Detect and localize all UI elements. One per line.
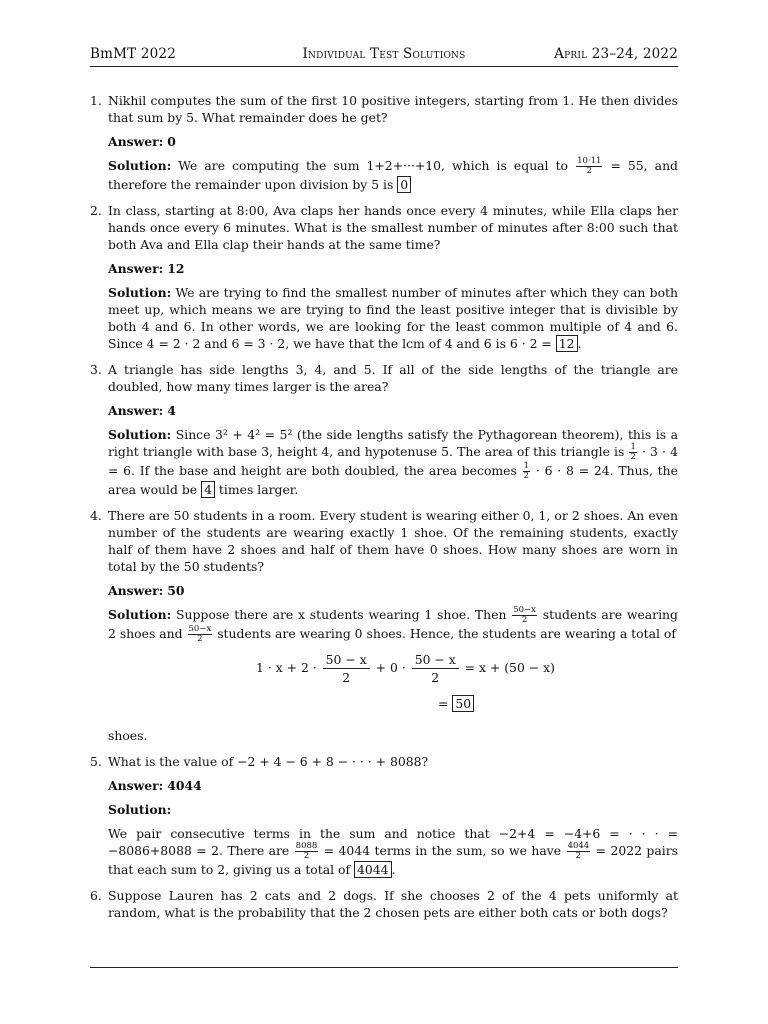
solution-heading: [108, 801, 678, 818]
fraction-numerator: 8088: [295, 841, 318, 851]
fraction-denominator: 2: [197, 634, 203, 644]
solution-part: · 6 · 8 = 24. Thus, the area would be: [108, 463, 678, 497]
answer-line: [108, 582, 678, 599]
problem-number: 1.: [90, 93, 102, 108]
equation-term: + 0 ·: [375, 660, 406, 675]
problem-1: [90, 92, 678, 193]
solution-label: Solution:: [108, 427, 172, 442]
question-text: In class, starting at 8:00, Ava claps her hands once every 4 minutes, while Ella claps her hands once every 6 minutes. What is the smallest number of minutes after 8:00 such that both Ava and Ella clap their hands at the same time?: [108, 203, 678, 252]
fraction-denominator: 2: [523, 471, 530, 481]
solution-part: times larger.: [218, 482, 299, 497]
answer-label: Answer:: [108, 261, 164, 276]
equation-term: 1 · x + 2 ·: [256, 660, 317, 675]
problem-6: [90, 887, 678, 921]
fraction-numerator: 50−x: [188, 624, 212, 634]
solution-part: We are computing the sum 1+2+···+10, which is equal to: [178, 158, 569, 173]
fraction-numerator: 4044: [567, 841, 590, 851]
problem-number: 3.: [90, 362, 102, 377]
solution-label: Solution:: [108, 158, 172, 173]
equation-term: = x + (50 − x): [464, 660, 555, 675]
solution-part: = 2022 pairs that each sum to 2, giving us a total of: [108, 843, 678, 877]
boxed-answer: 50: [452, 695, 474, 712]
display-equation: [108, 651, 678, 717]
problem-2: [90, 202, 678, 352]
equation-fraction: [323, 651, 370, 686]
page-header: [90, 44, 678, 67]
solution-part: · 3 · 4 = 6. If the base and height are both doubled, the area becomes: [108, 444, 678, 478]
answer-label: Answer:: [108, 778, 164, 793]
fraction: [512, 606, 537, 625]
solution-part: students are wearing 2 shoes and: [108, 607, 678, 641]
solutions-list: [90, 92, 678, 930]
answer-line: [108, 133, 678, 150]
fraction: [567, 842, 591, 861]
solution-text: [108, 426, 678, 498]
fraction: [576, 157, 602, 176]
problem-3: [90, 361, 678, 498]
answer-value: 50: [167, 583, 185, 598]
fraction-numerator: 10·11: [577, 156, 602, 166]
fraction-numerator: 50−x: [513, 605, 536, 615]
solution-text: Solution: We are trying to find the smallest number of minutes after which they can both meet up, which means we are trying to find the least positive integer that is divisible by both 4 and 6. In other words, we are looking for the least common multiple of 4 and 6. Since 4 = 2 · 2 and 6 = 3 · 2, we have that the lcm of 4 and 6 is 6 · 2 = 12 .: [108, 285, 678, 351]
answer-label: Answer:: [108, 403, 164, 418]
answer-label: Answer:: [108, 134, 164, 149]
problem-number: 4.: [90, 508, 102, 523]
question-text: Nikhil computes the sum of the first 10 positive integers, starting from 1. He then divides that sum by 5. What remainder does he get?: [108, 93, 678, 125]
boxed-answer: 4044: [354, 861, 392, 878]
solution-text: [108, 606, 678, 644]
problem-number: 6.: [90, 888, 102, 903]
problem-number: 2.: [90, 203, 102, 218]
equation-term: =: [438, 696, 449, 711]
equation-line-2: [438, 695, 474, 712]
solution-part: students are wearing 0 shoes. Hence, the students are wearing a total of: [217, 626, 676, 641]
header-center: Individual Test Solutions: [302, 46, 466, 62]
boxed-answer: 0: [397, 176, 411, 193]
problem-5: [90, 753, 678, 878]
solution-part: = 4044 terms in the sum, so we have: [323, 843, 562, 858]
fraction-numerator: 50 − x: [412, 651, 459, 669]
solution-part: Suppose there are x students wearing 1 shoe. Then: [176, 607, 507, 622]
solution-label: Solution:: [108, 285, 172, 300]
problem-number: 5.: [90, 754, 102, 769]
solution-trailer: shoes.: [108, 728, 148, 743]
fraction-numerator: 1: [523, 461, 530, 471]
answer-value: 12: [167, 261, 185, 276]
equation-line-1: [256, 651, 555, 686]
fraction-numerator: 1: [630, 442, 636, 452]
header-right: April 23–24, 2022: [554, 46, 678, 62]
fraction: [523, 462, 530, 481]
boxed-answer: 12: [556, 335, 578, 352]
solution-part: We pair consecutive terms in the sum and notice that −2+4 = −4+6 = · · · = −8086+8088 = 2. There are: [108, 826, 678, 858]
answer-value: 0: [167, 134, 176, 149]
fraction-denominator: 2: [431, 670, 440, 685]
solution-part: We are trying to find the smallest number of minutes after which they can both meet up, which means we are trying to find the least positive integer that is divisible by both 4 and 6. In other words, we are looking for the least common multiple of 4 and 6. Since 4 = 2 · 2 and 6 = 3 · 2, we have that the lcm of 4 and 6 is 6 · 2 =: [108, 285, 678, 351]
answer-line: [108, 260, 678, 277]
answer-label: Answer:: [108, 583, 164, 598]
answer-line: [108, 402, 678, 419]
solution-label: Solution:: [108, 802, 172, 817]
question-text: There are 50 students in a room. Every student is wearing either 0, 1, or 2 shoes. An even number of the students are wearing exactly 1 shoe. Of the remaining students, exactly half of them have 2 shoes and half of them have 0 shoes. How many shoes are worn in total by the 50 students?: [108, 508, 678, 574]
fraction: [295, 842, 319, 861]
answer-value: 4: [167, 403, 176, 418]
question-text: Suppose Lauren has 2 cats and 2 dogs. If she chooses 2 of the 4 pets uniformly at random, what is the probability that the 2 chosen pets are either both cats or both dogs?: [108, 888, 678, 920]
solution-text: We pair consecutive terms in the sum and notice that −2+4 = −4+6 = · · · = −8086+8088 = 2. There are $\frac{8088}{2}$ = 4044 terms in the sum, so we have $\frac{4044}{2}$ = 2022 pairs that each sum to 2, giving us a total of 4044 .: [108, 826, 678, 877]
fraction-denominator: 2: [303, 851, 310, 861]
question-text: A triangle has side lengths 3, 4, and 5. If all of the side lengths of the triangle are doubled, how many times larger is the area?: [108, 362, 678, 394]
header-left: BmMT 2022: [90, 46, 176, 62]
fraction-denominator: 2: [575, 851, 582, 861]
solution-part: Since 3² + 4² = 5² (the side lengths satisfy the Pythagorean theorem), this is a right triangle with base 3, height 4, and hypotenuse 5. The area of this triangle is: [108, 427, 678, 459]
fraction: [629, 443, 636, 462]
footer-divider: [90, 967, 678, 968]
fraction: [188, 625, 213, 644]
fraction-denominator: 2: [342, 670, 351, 685]
fraction-denominator: 2: [586, 166, 592, 176]
question-text: What is the value of −2 + 4 − 6 + 8 − · · · + 8088?: [108, 754, 429, 769]
answer-value: 4044: [167, 778, 202, 793]
fraction-denominator: 2: [521, 615, 528, 625]
fraction-numerator: 50 − x: [323, 651, 370, 669]
solution-text: [108, 157, 678, 193]
boxed-answer: 4: [201, 481, 215, 498]
fraction-denominator: 2: [630, 452, 636, 462]
problem-4: [90, 507, 678, 744]
equation-fraction: [412, 651, 459, 686]
solution-label: Solution:: [108, 607, 172, 622]
solution-part: = 55, and therefore the remainder upon division by 5 is: [108, 158, 678, 192]
answer-line: [108, 777, 678, 794]
